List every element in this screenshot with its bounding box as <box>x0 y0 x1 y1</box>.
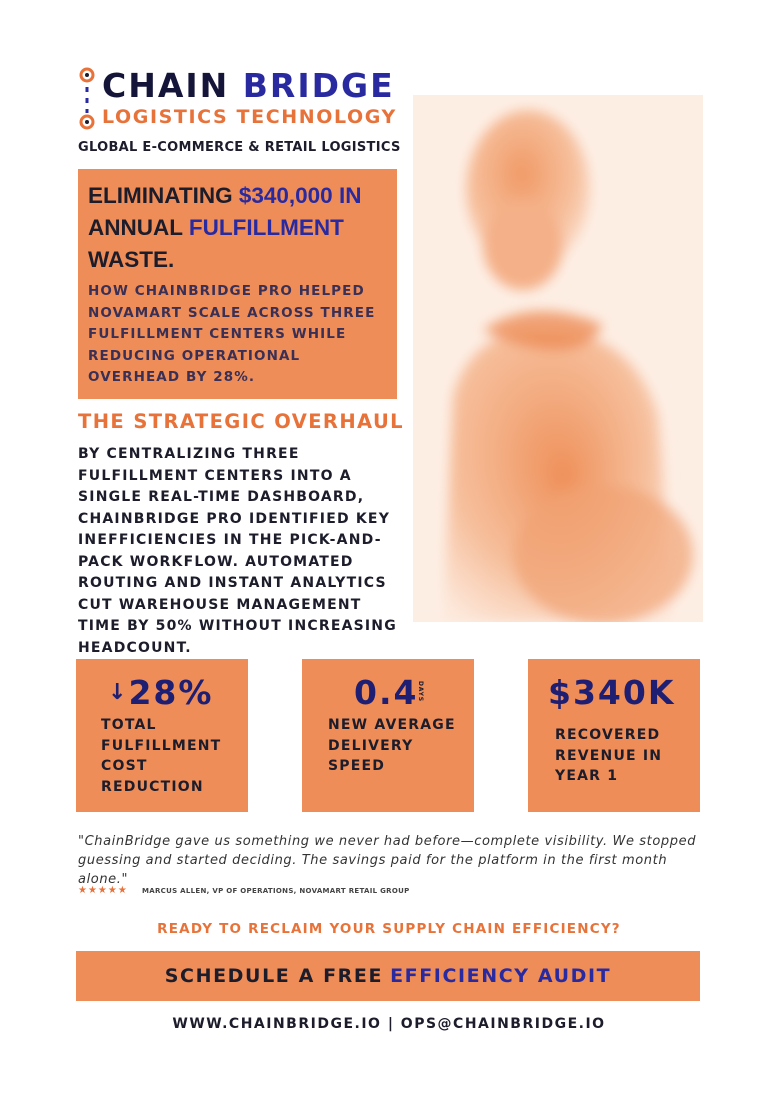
stat-number: 28% <box>128 673 214 712</box>
testimonial-quote: "ChainBridge gave us something we never had before—complete visibility. We stopped guessing and started deciding. The savings paid for the platform in the first month alone." <box>78 834 697 887</box>
tagline: GLOBAL E-COMMERCE & RETAIL LOGISTICS <box>78 140 401 155</box>
hero-subhead: HOW CHAINBRIDGE PRO HELPED NOVAMART SCALE ACROSS THREE FULFILLMENT CENTERS WHILE REDUCING OPERATIONAL OVERHEAD BY 28%. <box>88 283 376 385</box>
chain-link-icon <box>78 67 98 131</box>
testimonial-attribution: MARCUS ALLEN, VP OF OPERATIONS, NOVAMART RETAIL GROUP <box>142 887 410 895</box>
stat-card-revenue <box>528 659 700 812</box>
headline-part: WASTE. <box>88 247 175 272</box>
headline-part: ANNUAL <box>88 215 183 240</box>
stat-number: 0.4 <box>354 673 419 712</box>
hero-illustration <box>413 95 703 622</box>
stat-unit: DAYS <box>417 681 424 702</box>
brand-name <box>102 66 395 106</box>
section-title: THE STRATEGIC OVERHAUL <box>78 410 405 433</box>
stat-value <box>108 673 213 712</box>
stat-number: $340K <box>548 673 676 712</box>
arrow-down-icon: ↓ <box>108 680 129 705</box>
button-label-highlight: EFFICIENCY AUDIT <box>390 965 612 987</box>
contact-info: WWW.CHAINBRIDGE.IO | OPS@CHAINBRIDGE.IO <box>172 1016 606 1032</box>
cta-prompt: READY TO RECLAIM YOUR SUPPLY CHAIN EFFICIENCY? <box>157 921 621 937</box>
stat-card-delivery <box>302 659 474 812</box>
headline-highlight: FULFILLMENT <box>188 215 344 240</box>
schedule-audit-button[interactable] <box>76 951 700 1001</box>
headline-highlight: $340,000 IN <box>238 183 362 208</box>
headline-part: ELIMINATING <box>88 183 233 208</box>
stat-card-cost <box>76 659 248 812</box>
button-label: SCHEDULE A FREE <box>164 965 384 987</box>
stat-label: TOTAL FULFILLMENT COST REDUCTION <box>101 717 222 795</box>
star-rating-icon: ★★★★★ <box>78 885 128 896</box>
brand-name-part2: BRIDGE <box>242 66 395 105</box>
section-body: BY CENTRALIZING THREE FULFILLMENT CENTERS INTO A SINGLE REAL-TIME DASHBOARD, CHAINBRIDGE PRO IDENTIFIED KEY INEFFICIENCIES IN THE PICK-AND-PACK WORKFLOW. AUTOMATED ROUTING AND INSTANT ANALYTICS CUT WAREHOUSE MANAGEMENT TIME BY 50% WITHOUT INCREASING HEADCOUNT. <box>78 446 397 656</box>
stat-label: RECOVERED REVENUE IN YEAR 1 <box>555 727 663 784</box>
hero-headline <box>88 180 393 276</box>
stat-label: NEW AVERAGE DELIVERY SPEED <box>328 717 456 774</box>
brand-subtitle: LOGISTICS TECHNOLOGY <box>102 106 397 128</box>
brand-name-part1: CHAIN <box>102 66 230 105</box>
